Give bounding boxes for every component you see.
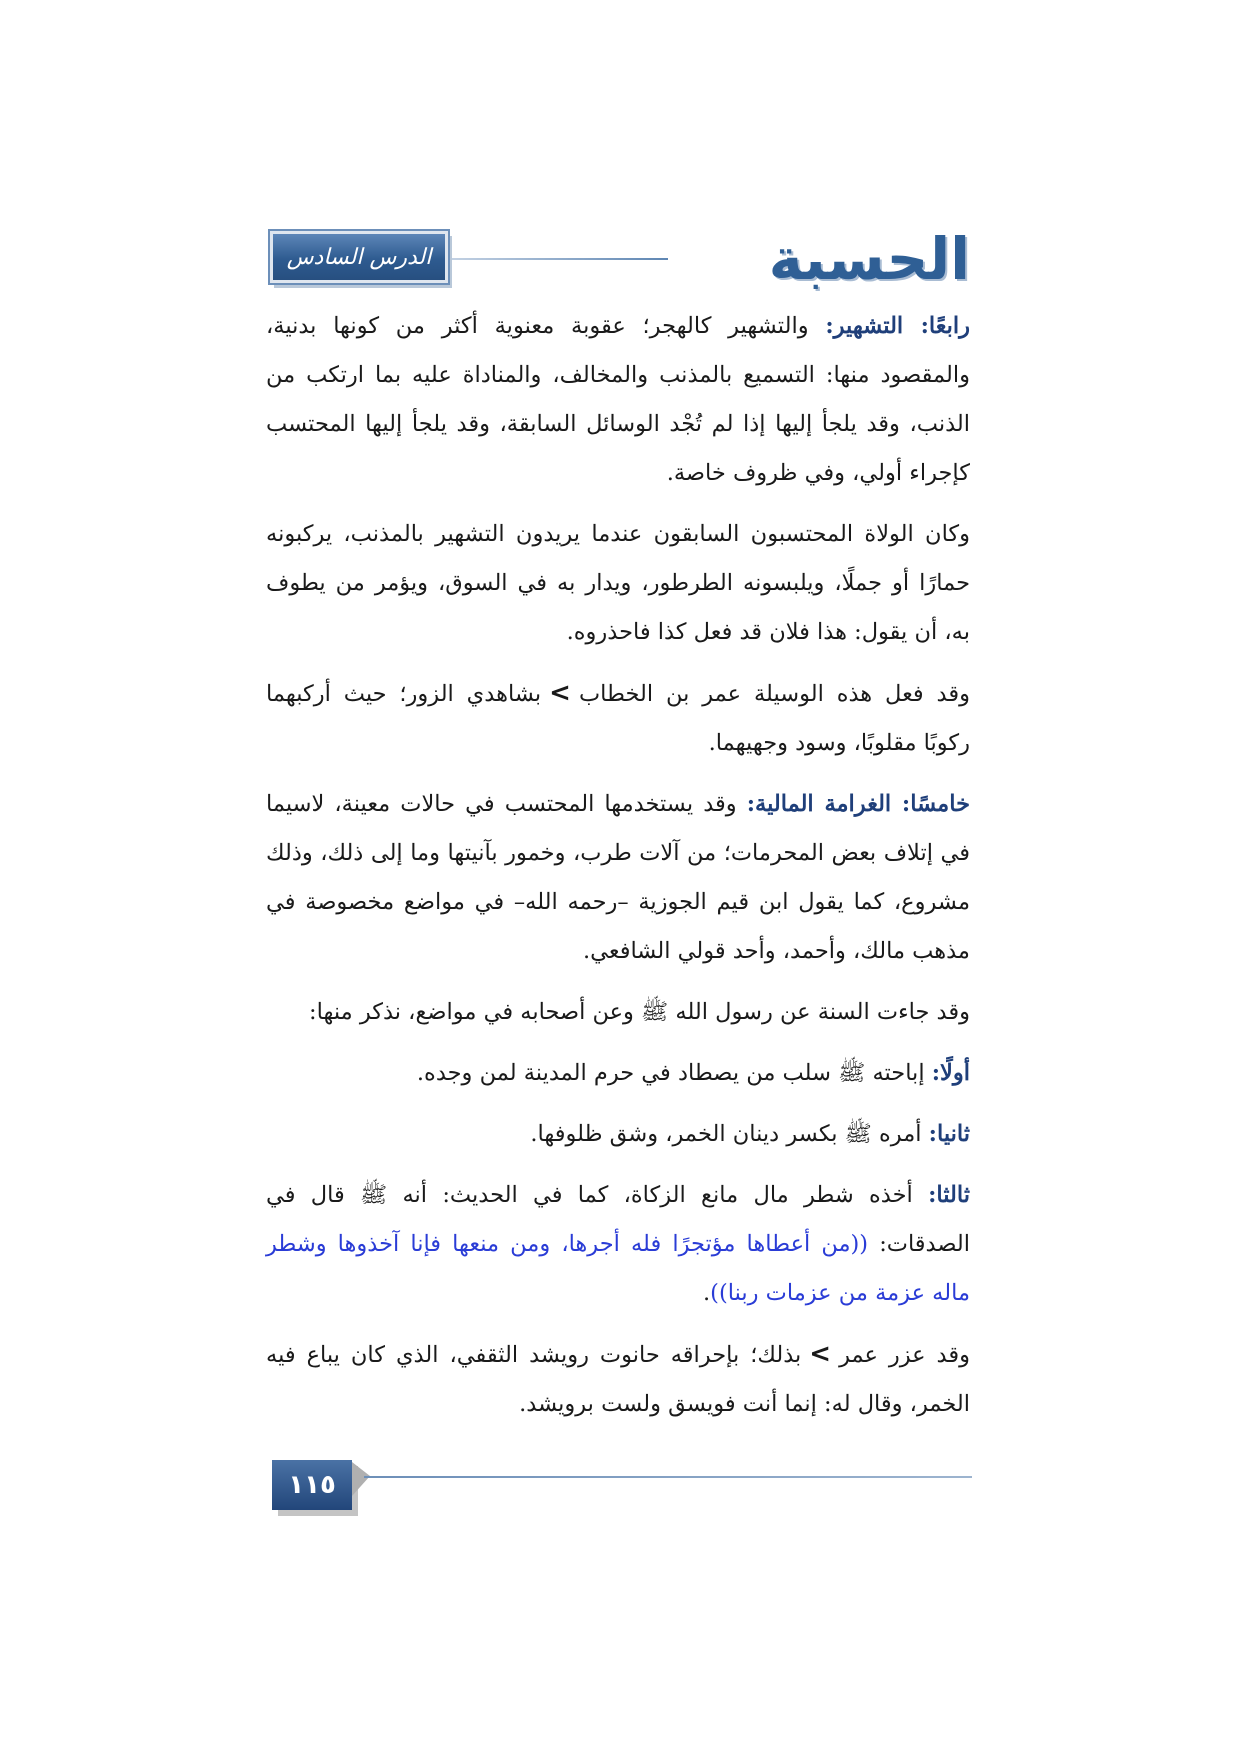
book-title: الحسبة [768, 225, 970, 293]
lesson-badge [270, 231, 448, 283]
paragraph-text: وقد فعل هذه الوسيلة عمر بن الخطاب [578, 681, 970, 707]
paragraph-text: أمره ﷺ بكسر دينان الخمر، وشق ظلوفها. [530, 1121, 929, 1147]
hadith-quote: ((من أعطاها مؤتجرًا فله أجرها، ومن منعها فإنا آخذوها وشطر ماله عزمة من عزمات ربنا)) [266, 1231, 970, 1306]
paragraph-text: بشاهدي الزور؛ حيث أركبهما ركوبًا مقلوبًا، وسود وجهيهما. [266, 681, 970, 756]
footer-divider [364, 1476, 972, 1478]
term-heading: ثانيا: [928, 1121, 970, 1147]
paragraph-umar-shop [266, 1330, 970, 1429]
lesson-label: الدرس السادس [286, 244, 432, 270]
term-heading: أولًا: [931, 1060, 970, 1086]
page-number-badge [272, 1460, 352, 1510]
paragraph-second [266, 1110, 970, 1159]
honorific-symbol: > [549, 678, 571, 708]
paragraph-third [266, 1171, 970, 1318]
paragraph-text: . [703, 1280, 711, 1306]
term-heading: رابعًا: التشهير: [825, 313, 971, 339]
paragraph-sunnah-intro: وقد جاءت السنة عن رسول الله ﷺ وعن أصحابه في مواضع، نذكر منها: [309, 999, 970, 1025]
term-heading: ثالثا: [928, 1182, 970, 1208]
paragraph-umar-witnesses [266, 669, 970, 768]
page-footer [272, 1460, 972, 1510]
paragraph-text: أخذه شطر مال مانع الزكاة، كما في الحديث: أنه ﷺ قال في الصدقات: [266, 1182, 970, 1257]
paragraph-text: وقد يستخدمها المحتسب في حالات معينة، لاسيما في إتلاف بعض المحرمات؛ من آلات طرب، وخمور بآنيتها وما إلى ذلك، وذلك مشروع، كما يقول ابن قيم الجوزية –رحمه الله– في مواضع مخصوصة في مذهب مالك، وأحمد، وأحد قولي الشافعي. [266, 791, 970, 964]
page-number: ١١٥ [288, 1470, 336, 1500]
paragraph-defamation [266, 302, 970, 498]
paragraph-text: والتشهير كالهجر؛ عقوبة معنوية أكثر من كونها بدنية، والمقصود منها: التسميع بالمذنب والمخالف، والمناداة عليه بما ارتكب من الذنب، وقد يلجأ إليها إذا لم تُجْد الوسائل السابقة، وقد يلجأ إليها المحتسب كإجراء أولي، وفي ظروف خاصة. [266, 313, 970, 486]
paragraph-governors: وكان الولاة المحتسبون السابقون عندما يريدون التشهير بالمذنب، يركبونه حمارًا أو جملًا، ويلبسونه الطرطور، ويدار به في السوق، ويؤمر من يطوف به، أن يقول: هذا فلان قد فعل كذا فاحذروه. [266, 521, 970, 645]
paragraph-first [266, 1049, 970, 1098]
paragraph-text: وقد عزر عمر [839, 1342, 970, 1368]
footer-shadow-wedge [352, 1462, 370, 1496]
paragraph-text: إباحته ﷺ سلب من يصطاد في حرم المدينة لمن وجده. [416, 1060, 932, 1086]
honorific-symbol: > [809, 1339, 832, 1369]
term-heading: خامسًا: الغرامة المالية: [746, 791, 970, 817]
paragraph-financial-penalty [266, 780, 970, 976]
page-header [270, 226, 970, 292]
page-body [266, 302, 970, 1441]
header-divider [438, 258, 668, 260]
paragraph-text: بذلك؛ بإحراقه حانوت رويشد الثقفي، الذي كان يباع فيه الخمر، وقال له: إنما أنت فويسق ولست برويشد. [266, 1342, 970, 1417]
